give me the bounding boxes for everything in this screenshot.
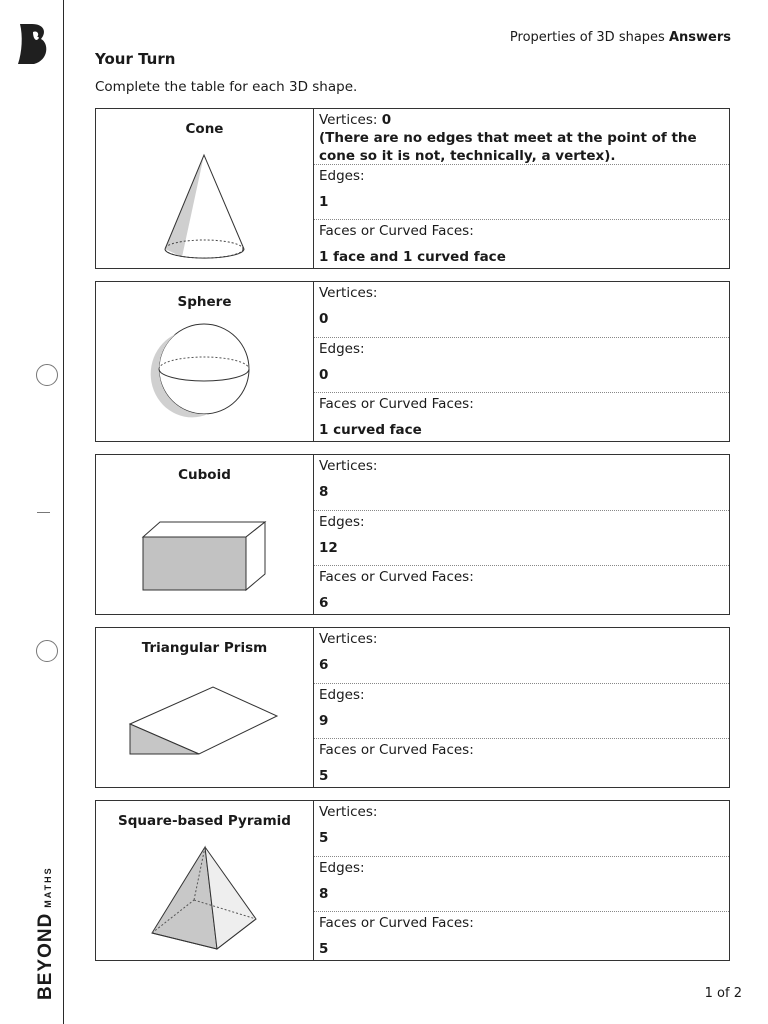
vertices-value: 5 bbox=[319, 830, 329, 846]
page-number: 1 of 2 bbox=[704, 986, 742, 1001]
vertices-cell bbox=[314, 455, 729, 510]
edges-value: 12 bbox=[319, 540, 338, 556]
edges-label: Edges: bbox=[319, 168, 365, 184]
edges-label: Edges: bbox=[319, 341, 365, 357]
shape-row-square-pyramid bbox=[95, 800, 730, 961]
square-pyramid-icon bbox=[96, 801, 313, 960]
vertices-value: 6 bbox=[319, 657, 329, 673]
vertices-cell bbox=[314, 109, 729, 164]
cuboid-icon bbox=[96, 455, 313, 614]
faces-label: Faces or Curved Faces: bbox=[319, 915, 474, 931]
faces-label: Faces or Curved Faces: bbox=[319, 569, 474, 585]
faces-label: Faces or Curved Faces: bbox=[319, 396, 474, 412]
brand-subname: MATHS bbox=[43, 866, 53, 908]
edges-value: 1 bbox=[319, 194, 329, 210]
shape-row-triangular-prism bbox=[95, 627, 730, 788]
faces-cell bbox=[314, 565, 729, 620]
faces-cell bbox=[314, 911, 729, 966]
edges-cell bbox=[314, 337, 729, 392]
shape-name: Sphere bbox=[177, 294, 232, 310]
shape-cell bbox=[96, 801, 314, 960]
vertices-value: 0 bbox=[381, 112, 392, 128]
fold-mark bbox=[37, 512, 50, 513]
shape-cell bbox=[96, 628, 314, 787]
shape-cell bbox=[96, 455, 314, 614]
triangular-prism-icon bbox=[96, 628, 313, 787]
faces-label: Faces or Curved Faces: bbox=[319, 223, 474, 239]
edges-cell bbox=[314, 856, 729, 911]
answers-label: Answers bbox=[668, 30, 731, 45]
vertices-label: Vertices: bbox=[319, 458, 378, 474]
instruction-text: Complete the table for each 3D shape. bbox=[95, 79, 358, 95]
vertices-cell bbox=[314, 282, 729, 337]
edges-cell bbox=[314, 510, 729, 565]
header-title: Properties of 3D shapes bbox=[509, 30, 665, 45]
shape-name: Triangular Prism bbox=[141, 640, 268, 656]
shape-row-cuboid bbox=[95, 454, 730, 615]
vertices-value: 0 bbox=[319, 311, 329, 327]
edges-value: 9 bbox=[319, 713, 329, 729]
vertices-label: Vertices: bbox=[319, 804, 378, 820]
vertices-label: Vertices: bbox=[319, 631, 378, 647]
shape-name: Cuboid bbox=[178, 467, 231, 483]
vertices-label: Vertices: bbox=[319, 285, 378, 301]
edges-value: 8 bbox=[319, 886, 329, 902]
shape-row-cone bbox=[95, 108, 730, 269]
faces-value: 1 curved face bbox=[319, 422, 422, 438]
brand-wordmark bbox=[35, 866, 57, 1000]
faces-value: 6 bbox=[319, 595, 329, 611]
cone-icon bbox=[96, 109, 313, 268]
shape-cell bbox=[96, 282, 314, 441]
shape-name: Square-based Pyramid bbox=[118, 813, 291, 829]
punch-hole-top bbox=[36, 364, 58, 386]
faces-cell bbox=[314, 219, 729, 274]
vertices-note: (There are no edges that meet at the point of the cone so it is not, technically, a vertex). bbox=[319, 130, 697, 164]
shape-row-sphere bbox=[95, 281, 730, 442]
faces-value: 1 face and 1 curved face bbox=[319, 249, 506, 265]
sphere-icon bbox=[96, 282, 313, 441]
vertices-value: 8 bbox=[319, 484, 329, 500]
brand-name: BEYOND bbox=[35, 912, 56, 1000]
edges-cell bbox=[314, 164, 729, 219]
edges-label: Edges: bbox=[319, 860, 365, 876]
vertices-label: Vertices: bbox=[319, 112, 378, 128]
punch-hole-bottom bbox=[36, 640, 58, 662]
faces-value: 5 bbox=[319, 768, 329, 784]
faces-label: Faces or Curved Faces: bbox=[319, 742, 474, 758]
edges-value: 0 bbox=[319, 367, 329, 383]
edges-cell bbox=[314, 683, 729, 738]
shape-cell bbox=[96, 109, 314, 268]
vertices-cell bbox=[314, 628, 729, 683]
beyond-logo-icon bbox=[14, 22, 52, 66]
edges-label: Edges: bbox=[319, 687, 365, 703]
shape-name: Cone bbox=[185, 121, 224, 137]
margin-line bbox=[63, 0, 64, 1024]
vertices-cell bbox=[314, 801, 729, 856]
section-heading: Your Turn bbox=[95, 50, 176, 68]
faces-cell bbox=[314, 392, 729, 447]
page-header bbox=[510, 30, 731, 45]
edges-label: Edges: bbox=[319, 514, 365, 530]
faces-value: 5 bbox=[319, 941, 329, 957]
faces-cell bbox=[314, 738, 729, 793]
